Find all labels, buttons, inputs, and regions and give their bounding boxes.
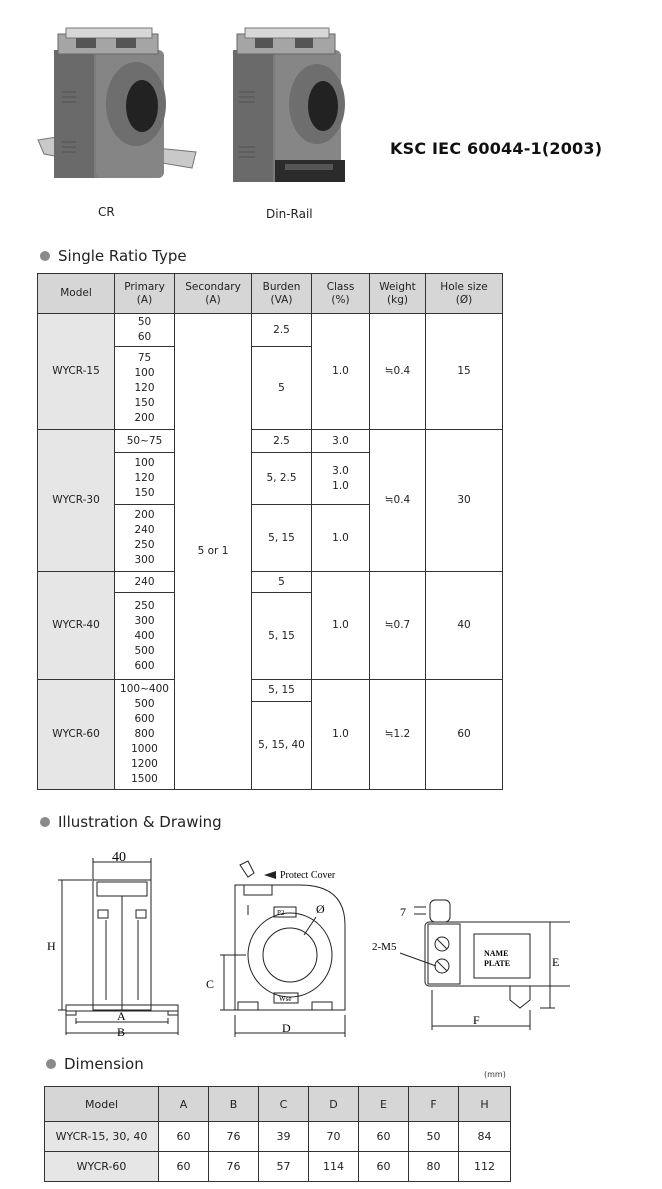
class-cell: 1.0 xyxy=(312,505,370,572)
side-c-label: C xyxy=(206,977,215,991)
e-cell: 60 xyxy=(359,1122,409,1152)
side-d-label: D xyxy=(282,1021,291,1035)
front-view-drawing xyxy=(44,850,194,1040)
burden-cell: 5, 15 xyxy=(252,593,312,680)
class-cell: 1.0 xyxy=(312,314,370,430)
c-cell: 57 xyxy=(259,1152,309,1182)
h-cell: 112 xyxy=(459,1152,511,1182)
weight-cell: ≒0.7 xyxy=(370,572,426,680)
weight-cell: ≒0.4 xyxy=(370,430,426,572)
col-model: Model xyxy=(38,274,115,314)
bullet-icon xyxy=(40,817,50,827)
burden-cell: 5 xyxy=(252,347,312,430)
spec-table xyxy=(37,273,503,790)
col-d: D xyxy=(309,1087,359,1122)
table-header-row xyxy=(38,274,503,314)
burden-cell: 5, 15 xyxy=(252,505,312,572)
primary-cell: 250 300 400 500 600 xyxy=(115,593,175,680)
standard-title: KSC IEC 60044-1(2003) xyxy=(390,139,603,158)
a-cell: 60 xyxy=(159,1122,209,1152)
model-cell: WYCR-15, 30, 40 xyxy=(45,1122,159,1152)
m5-label: 2-M5 xyxy=(372,941,397,953)
f-cell: 50 xyxy=(409,1122,459,1152)
model-cell: WYCR-30 xyxy=(38,430,115,572)
name-plate-line1: NAME xyxy=(484,949,509,958)
e-cell: 60 xyxy=(359,1152,409,1182)
section-illustration xyxy=(40,813,222,831)
col-e: E xyxy=(359,1087,409,1122)
section-dimension xyxy=(46,1055,144,1073)
section-title: Dimension xyxy=(64,1055,144,1073)
p2-label: P2 xyxy=(277,909,285,917)
cr-label: CR xyxy=(98,205,115,219)
weight-cell: ≒0.4 xyxy=(370,314,426,430)
col-a: A xyxy=(159,1087,209,1122)
col-model: Model xyxy=(45,1087,159,1122)
class-cell: 1.0 xyxy=(312,572,370,680)
table-row xyxy=(38,572,503,593)
secondary-cell: 5 or 1 xyxy=(175,314,252,790)
b-cell: 76 xyxy=(209,1152,259,1182)
table-header-row xyxy=(45,1087,511,1122)
model-cell: WYCR-60 xyxy=(45,1152,159,1182)
d-cell: 114 xyxy=(309,1152,359,1182)
hole-cell: 40 xyxy=(426,572,503,680)
weight-cell: ≒1.2 xyxy=(370,680,426,790)
col-c: C xyxy=(259,1087,309,1122)
side-view-drawing xyxy=(200,855,360,1040)
burden-cell: 2.5 xyxy=(252,314,312,347)
class-cell: 3.0 1.0 xyxy=(312,453,370,505)
name-plate-line2: PLATE xyxy=(484,959,511,968)
din-rail-ct-photo xyxy=(225,22,355,187)
burden-cell: 5, 15, 40 xyxy=(252,702,312,790)
col-primary: Primary (A) xyxy=(115,274,175,314)
primary-cell: 100 120 150 xyxy=(115,453,175,505)
hole-dia-label: Ø xyxy=(316,902,325,916)
col-f: F xyxy=(409,1087,459,1122)
primary-cell: 240 xyxy=(115,572,175,593)
h-cell: 84 xyxy=(459,1122,511,1152)
primary-cell: 75 100 120 150 200 xyxy=(115,347,175,430)
model-cell: WYCR-60 xyxy=(38,680,115,790)
table-row xyxy=(38,314,503,347)
a-cell: 60 xyxy=(159,1152,209,1182)
primary-cell: 50 60 xyxy=(115,314,175,347)
model-cell: WYCR-15 xyxy=(38,314,115,430)
table-row xyxy=(38,680,503,702)
col-h: H xyxy=(459,1087,511,1122)
burden-cell: 5 xyxy=(252,572,312,593)
burden-cell: 5, 2.5 xyxy=(252,453,312,505)
front-b-label: B xyxy=(117,1025,126,1039)
cr-ct-photo xyxy=(36,22,201,187)
terminal-view-drawing xyxy=(370,890,570,1035)
col-secondary: Secondary (A) xyxy=(175,274,252,314)
badge-label: Wse xyxy=(279,995,292,1003)
col-burden: Burden (VA) xyxy=(252,274,312,314)
bullet-icon xyxy=(40,251,50,261)
section-single-ratio xyxy=(40,247,187,265)
bullet-icon xyxy=(46,1059,56,1069)
f-label: F xyxy=(473,1013,480,1027)
e-label: E xyxy=(552,955,560,969)
front-h-label: H xyxy=(47,939,56,953)
protect-cover-label: Protect Cover xyxy=(280,870,336,881)
hole-cell: 15 xyxy=(426,314,503,430)
section-title: Single Ratio Type xyxy=(58,247,187,265)
class-cell: 3.0 xyxy=(312,430,370,453)
table-row xyxy=(45,1122,511,1152)
dimension-table xyxy=(44,1086,511,1182)
front-top-dim: 40 xyxy=(112,850,126,865)
front-a-label: A xyxy=(117,1009,126,1023)
model-cell: WYCR-40 xyxy=(38,572,115,680)
b-cell: 76 xyxy=(209,1122,259,1152)
din-rail-label: Din-Rail xyxy=(266,207,313,221)
col-hole: Hole size (Ø) xyxy=(426,274,503,314)
primary-cell: 50~75 xyxy=(115,430,175,453)
primary-cell: 200 240 250 300 xyxy=(115,505,175,572)
hole-cell: 30 xyxy=(426,430,503,572)
burden-cell: 2.5 xyxy=(252,430,312,453)
col-class: Class (%) xyxy=(312,274,370,314)
seven-label: 7 xyxy=(400,905,406,919)
col-b: B xyxy=(209,1087,259,1122)
d-cell: 70 xyxy=(309,1122,359,1152)
c-cell: 39 xyxy=(259,1122,309,1152)
section-title: Illustration & Drawing xyxy=(58,813,222,831)
burden-cell: 5, 15 xyxy=(252,680,312,702)
f-cell: 80 xyxy=(409,1152,459,1182)
hole-cell: 60 xyxy=(426,680,503,790)
class-cell: 1.0 xyxy=(312,680,370,790)
col-weight: Weight (kg) xyxy=(370,274,426,314)
table-row xyxy=(38,430,503,453)
unit-label: (mm) xyxy=(484,1070,506,1079)
primary-cell: 100~400 500 600 800 1000 1200 1500 xyxy=(115,680,175,790)
table-row xyxy=(45,1152,511,1182)
